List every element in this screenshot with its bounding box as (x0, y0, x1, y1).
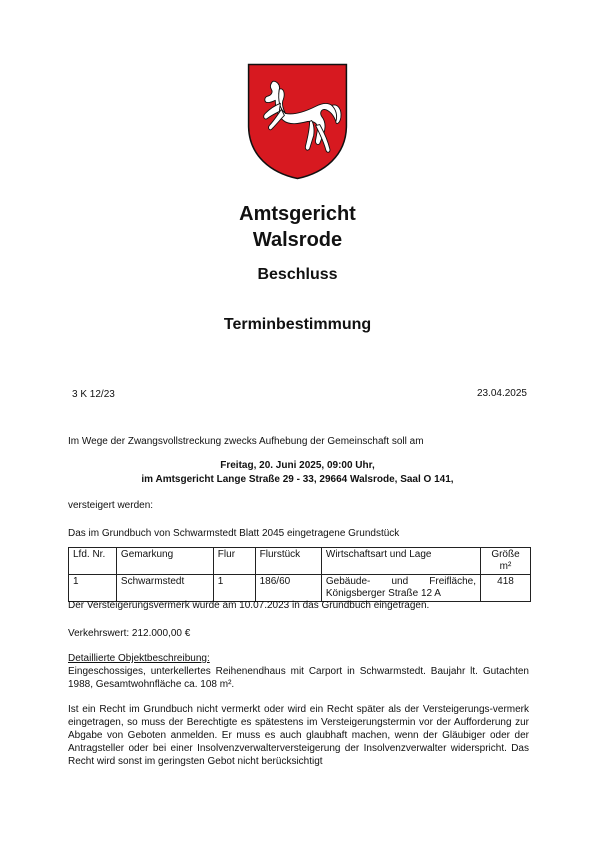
cell-wirtschaftsart-line2: Königsberger Straße 12 A (325, 588, 441, 599)
col-header-flurstueck: Flurstück (255, 548, 321, 575)
property-table (68, 547, 531, 602)
court-name: Amtsgericht (239, 203, 356, 225)
market-value: Verkehrswert: 212.000,00 € (68, 628, 191, 639)
table-header-row (69, 548, 531, 575)
detail-description: Eingeschossiges, unterkellertes Reihenendhaus mit Carport in Schwarmstedt. Baujahr lt. Gutachten 1988, Gesamtwohnfläche ca. 108 m². (68, 666, 529, 690)
land-register-text: Das im Grundbuch von Schwarmstedt Blatt 2045 eingetragene Grundstück (68, 528, 400, 539)
cell-wirtschaftsart (321, 575, 480, 602)
col-header-gemarkung: Gemarkung (116, 548, 213, 575)
col-header-nr: Lfd. Nr. (69, 548, 117, 575)
col-header-wirtschaftsart: Wirtschaftsart und Lage (321, 548, 480, 575)
registration-note: Der Versteigerungsvermerk wurde am 10.07.2023 in das Grundbuch eingetragen. (68, 600, 430, 611)
detail-heading: Detaillierte Objektbeschreibung: (68, 653, 210, 664)
document-type: Beschluss (257, 266, 338, 283)
cell-wirtschaftsart-line1: Gebäude- und Freifläche, (325, 576, 476, 587)
cell-groesse: 418 (480, 575, 530, 602)
rights-notice: Ist ein Recht im Grundbuch nicht vermerkt oder wird ein Recht später als der Versteigerungs-vermerk eingetragen, so muss der Berechtigte es spätestens im Versteigerungstermin vor der Aufforderung zur Abgabe von Geboten anmelden. Er muss es auch glaubhaft machen, wenn der Gläubiger oder der Antragsteller oder bei einer Insolvenzverwalterversteigerung der Insolvenzverwalter widerspricht. Das Recht wird sonst im geringsten Gebot nicht berücksichtigt (68, 704, 529, 767)
case-number: 3 K 12/23 (72, 389, 115, 400)
auction-date: Freitag, 20. Juni 2025, 09:00 Uhr, (220, 460, 375, 471)
auction-location: im Amtsgericht Lange Straße 29 - 33, 29664 Walsrode, Saal O 141, (141, 474, 454, 485)
cell-flurstueck: 186/60 (255, 575, 321, 602)
auction-text: versteigert werden: (68, 500, 154, 511)
document-subject: Terminbestimmung (223, 316, 372, 333)
court-location: Walsrode (252, 229, 343, 251)
lower-saxony-horse-crest-icon (247, 63, 348, 180)
cell-flur: 1 (213, 575, 255, 602)
intro-text: Im Wege der Zwangsvollstreckung zwecks Aufhebung der Gemeinschaft soll am (68, 436, 424, 447)
cell-nr: 1 (69, 575, 117, 602)
col-header-flur: Flur (213, 548, 255, 575)
table-row (69, 575, 531, 602)
document-date: 23.04.2025 (476, 388, 527, 399)
cell-gemarkung: Schwarmstedt (116, 575, 213, 602)
col-header-groesse: Größe m² (480, 548, 530, 575)
